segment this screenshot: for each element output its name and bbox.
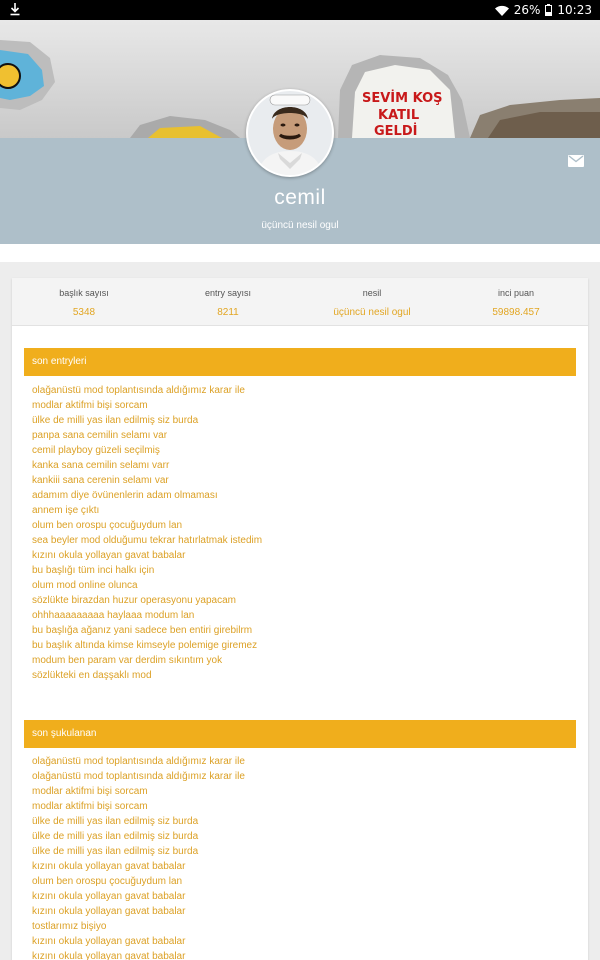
entry-link[interactable]: sea beyler mod olduğumu tekrar hatırlatmak istedim (32, 535, 263, 546)
entry-link[interactable]: cemil playboy güzeli seçilmiş (32, 445, 160, 456)
profile-card (12, 278, 588, 960)
stat-entry-sayisi (156, 278, 300, 325)
entry-link[interactable]: modlar aktifmi bişi sorcam (32, 801, 148, 812)
mail-icon[interactable] (568, 155, 584, 167)
entry-link[interactable]: sözlükteki en daşşaklı mod (32, 670, 152, 681)
entry-link[interactable]: ülke de milli yas ilan edilmiş siz burda (32, 816, 199, 827)
entry-link[interactable]: ohhhaaaaaaaaa haylaaa modum lan (32, 610, 195, 621)
avatar[interactable] (246, 89, 334, 177)
entry-link[interactable]: sözlükte birazdan huzur operasyonu yapacam (32, 595, 237, 606)
entry-link[interactable]: bu başlığa ağanız yani sadece ben entiri girebilrm (32, 625, 253, 636)
stat-label: başlık sayısı (59, 288, 109, 298)
download-icon (9, 2, 21, 16)
entry-link[interactable]: olum ben orospu çocuğuydum lan (32, 876, 183, 887)
son-entryleri-list (32, 384, 572, 684)
entry-link[interactable]: bu başlığı tüm inci halkı için (32, 565, 155, 576)
stat-baslik-sayisi (12, 278, 156, 325)
cover-text-line1: SEVİM KOŞ (362, 91, 443, 106)
son-sukulanan-list (32, 755, 572, 960)
profile-subtitle: üçüncü nesil ogul (261, 220, 339, 231)
entry-link[interactable]: kızını okula yollayan gavat babalar (32, 951, 186, 960)
wifi-icon (495, 5, 509, 16)
stat-value: 8211 (217, 307, 239, 318)
entry-link[interactable]: annem işe çıktı (32, 505, 100, 516)
status-bar (0, 0, 600, 20)
entry-link[interactable]: ülke de milli yas ilan edilmiş siz burda (32, 415, 199, 426)
avatar-image (248, 91, 332, 175)
stat-label: entry sayısı (204, 288, 251, 298)
entry-link[interactable]: bu başlık altında kimse kimseyle polemige giremez (32, 640, 258, 651)
stat-value: 5348 (72, 307, 96, 318)
battery-percent: 26% (513, 3, 541, 17)
battery-icon (545, 4, 552, 16)
entry-link[interactable]: kanka sana cemilin selamı varr (32, 460, 170, 471)
entry-link[interactable]: kızını okula yollayan gavat babalar (32, 906, 186, 917)
entry-link[interactable]: panpa sana cemilin selamı var (32, 430, 168, 441)
son-sukulanan-header: son şukulanan (24, 720, 576, 748)
clock: 10:23 (557, 3, 592, 17)
entry-link[interactable]: kızını okula yollayan gavat babalar (32, 891, 186, 902)
entry-link[interactable]: modlar aktifmi bişi sorcam (32, 786, 148, 797)
entry-link[interactable]: ülke de milli yas ilan edilmiş siz burda (32, 831, 199, 842)
son-entryleri-header: son entryleri (24, 348, 576, 376)
entry-link[interactable]: olum ben orospu çocuğuydum lan (32, 520, 183, 531)
stat-label: inci puan (497, 288, 535, 298)
cover-text-line2: KATIL (378, 108, 420, 123)
entry-link[interactable]: olum mod online olunca (32, 580, 138, 591)
entry-link[interactable]: kankiii sana cerenin selamı var (32, 475, 169, 486)
header-spacer (0, 244, 600, 262)
entry-link[interactable]: tostlarımız bişiyo (32, 921, 107, 932)
entry-link[interactable]: olağanüstü mod toplantısında aldığımız karar ile (32, 771, 245, 782)
stat-inci-puan (444, 278, 588, 325)
stat-nesil (300, 278, 444, 325)
entry-link[interactable]: kızını okula yollayan gavat babalar (32, 936, 186, 947)
entry-link[interactable]: olağanüstü mod toplantısında aldığımız karar ile (32, 756, 245, 767)
entry-link[interactable]: kızını okula yollayan gavat babalar (32, 861, 186, 872)
entry-link[interactable]: ülke de milli yas ilan edilmiş siz burda (32, 846, 199, 857)
profile-username: cemil (274, 186, 326, 209)
entry-link[interactable]: adamım diye övünenlerin adam olmaması (32, 490, 218, 501)
stat-value: 59898.457 (492, 307, 540, 318)
stats-row (12, 278, 588, 326)
stat-label: nesil (362, 288, 382, 298)
entry-link[interactable]: olağanüstü mod toplantısında aldığımız karar ile (32, 385, 245, 396)
stat-value: üçüncü nesil ogul (333, 307, 411, 318)
entry-link[interactable]: modum ben param var derdim sıkıntım yok (32, 655, 223, 666)
cover-text-line3: GELDİ (374, 124, 418, 138)
entry-link[interactable]: kızını okula yollayan gavat babalar (32, 550, 186, 561)
entry-link[interactable]: modlar aktifmi bişi sorcam (32, 400, 148, 411)
